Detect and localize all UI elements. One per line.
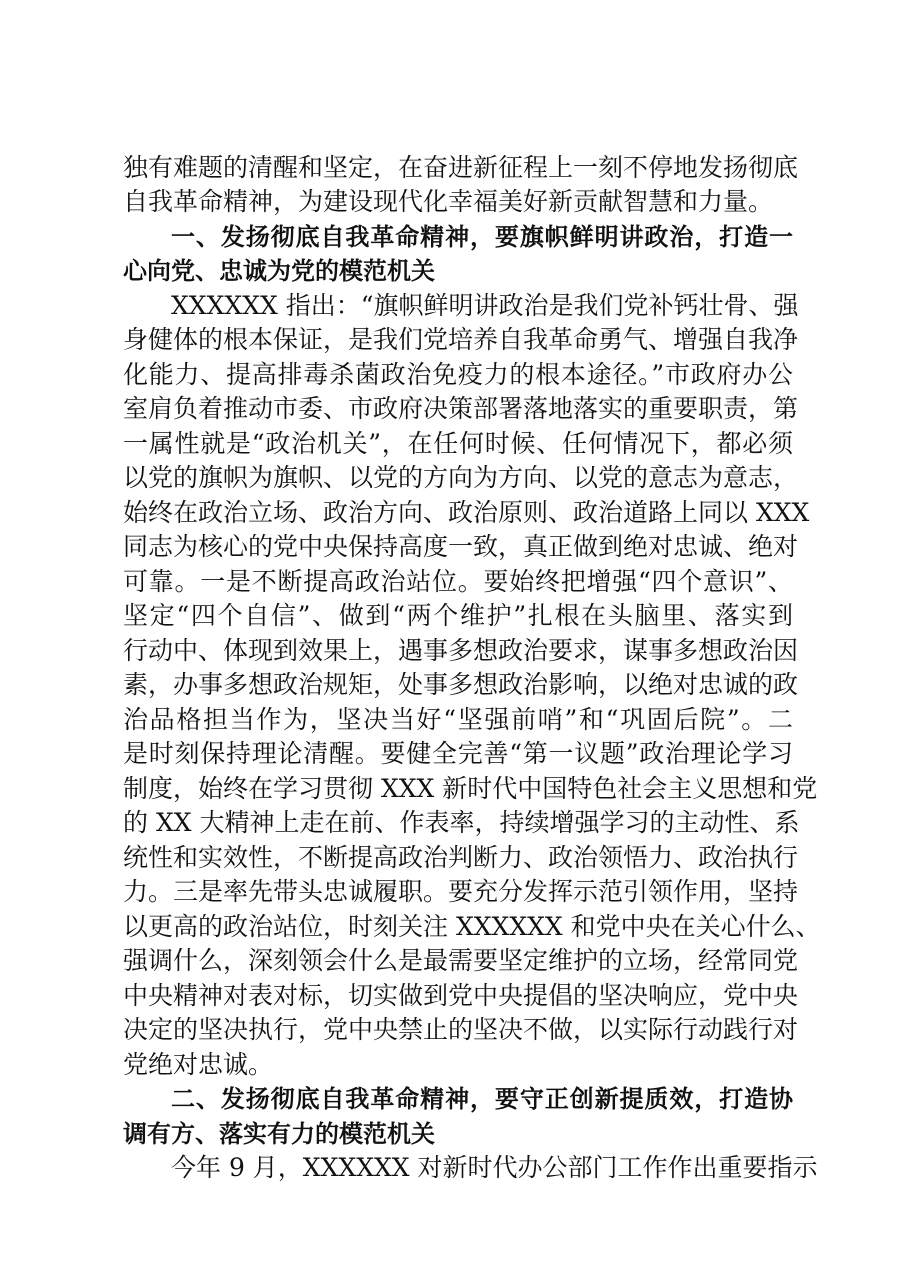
paragraph-line: 党绝对忠诚。 — [123, 1050, 274, 1079]
paragraph-line: 的 XX 大精神上走在前、作表率，持续增强学习的主动性、系 — [123, 808, 800, 837]
paragraph-line: 坚定“四个自信”、做到“两个维护”扎根在头脑里、落实到 — [123, 601, 793, 630]
paragraph-line: 今年 9 月，XXXXXX 对新时代办公部门工作作出重要指示 — [171, 1153, 818, 1182]
intro-line: 独有难题的清醒和坚定，在奋进新征程上一刻不停地发扬彻底 — [123, 153, 799, 182]
paragraph-line: 身健体的根本保证，是我们党培养自我革命勇气、增强自我净 — [123, 325, 799, 354]
paragraph-line: 以党的旗帜为旗帜、以党的方向为方向、以党的意志为意志， — [123, 463, 799, 492]
paragraph-line: 化能力、提高排毒杀菌政治免疫力的根本途径。”市政府办公 — [123, 360, 793, 389]
paragraph-line: 行动中、体现到效果上，遇事多想政治要求，谋事多想政治因 — [123, 636, 799, 665]
section-heading-2: 二、发扬彻底自我革命精神，要守正创新提质效，打造协 — [171, 1085, 793, 1113]
paragraph-line: 中央精神对表对标，切实做到党中央提倡的坚决响应，党中央 — [123, 981, 799, 1010]
paragraph-line: 可靠。一是不断提高政治站位。要始终把增强“四个意识”、 — [123, 567, 793, 596]
section-heading-1: 一、发扬彻底自我革命精神，要旗帜鲜明讲政治，打造一 — [171, 223, 793, 251]
paragraph-line: 治品格担当作为，坚决当好“坚强前哨”和“巩固后院”。二 — [123, 705, 793, 734]
paragraph-line: 一属性就是“政治机关”，在任何时候、任何情况下，都必须 — [123, 429, 793, 458]
section-heading-1-cont: 心向党、忠诚为党的模范机关 — [123, 257, 435, 285]
section-heading-2-cont: 调有方、落实有力的模范机关 — [123, 1120, 435, 1148]
paragraph-line: 是时刻保持理论清醒。要健全完善“第一议题”政治理论学习 — [123, 739, 793, 768]
paragraph-line: 室肩负着推动市委、市政府决策部署落地落实的重要职责，第 — [123, 394, 799, 423]
paragraph-line: 统性和实效性，不断提高政治判断力、政治领悟力、政治执行 — [123, 843, 799, 872]
paragraph-line: XXXXXX 指出：“旗帜鲜明讲政治是我们党补钙壮骨、强 — [171, 291, 799, 320]
intro-line: 自我革命精神，为建设现代化幸福美好新贡献智慧和力量。 — [123, 187, 774, 216]
paragraph-line: 以更高的政治站位，时刻关注 XXXXXX 和党中央在关心什么、 — [123, 912, 821, 941]
paragraph-line: 强调什么，深刻领会什么是最需要坚定维护的立场，经常同党 — [123, 946, 799, 975]
paragraph-line: 同志为核心的党中央保持高度一致，真正做到绝对忠诚、绝对 — [123, 532, 799, 561]
paragraph-line: 决定的坚决执行，党中央禁止的坚决不做，以实际行动践行对 — [123, 1015, 799, 1044]
paragraph-line: 始终在政治立场、政治方向、政治原则、政治道路上同以 XXX — [123, 498, 810, 527]
paragraph-line: 制度，始终在学习贯彻 XXX 新时代中国特色社会主义思想和党 — [123, 774, 818, 803]
paragraph-line: 力。三是率先带头忠诚履职。要充分发挥示范引领作用，坚持 — [123, 877, 799, 906]
paragraph-line: 素，办事多想政治规矩，处事多想政治影响，以绝对忠诚的政 — [123, 670, 799, 699]
